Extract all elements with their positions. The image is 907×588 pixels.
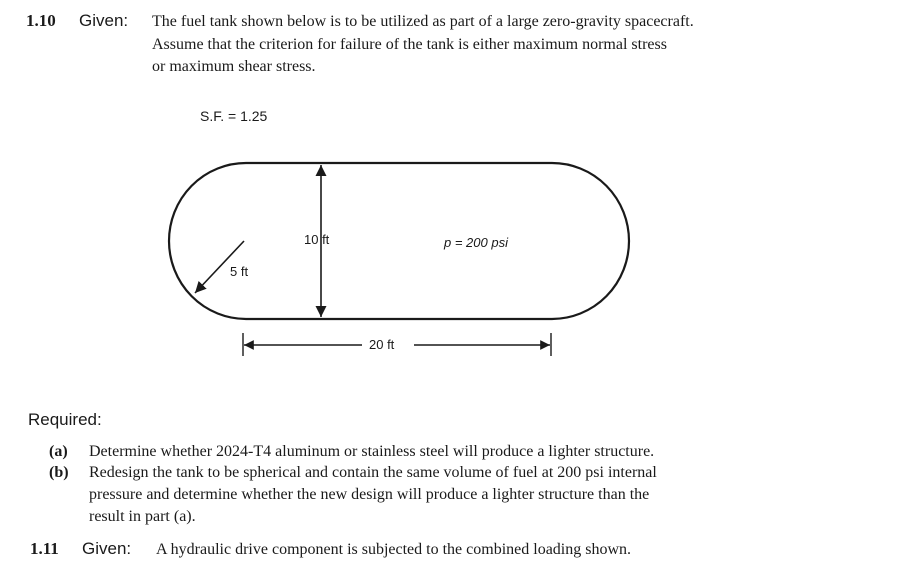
part-a-line-1: Determine whether 2024-T4 aluminum or stainless steel will produce a lighter structure. (89, 443, 655, 460)
given-line-3: or maximum shear stress. (152, 58, 316, 75)
given-line-1: The fuel tank shown below is to be utilized as part of a large zero-gravity spacecraft. (152, 13, 694, 30)
radius-label: 5 ft (230, 264, 249, 279)
part-b-line-3: result in part (a). (89, 508, 196, 525)
problem-1-11-text: A hydraulic drive component is subjected to the combined loading shown. (156, 541, 632, 558)
pressure-label: p = 200 psi (444, 235, 508, 250)
required-label: Required: (28, 410, 102, 429)
tank-outline (169, 163, 629, 319)
problem-number-1-10: 1.10 (26, 11, 56, 30)
height-label: 10 ft (304, 232, 330, 247)
given-label-1-11: Given: (82, 539, 132, 558)
length-label: 20 ft (369, 337, 395, 352)
given-line-2: Assume that the criterion for failure of the tank is either maximum normal stress (152, 36, 667, 53)
safety-factor: S.F. = 1.25 (200, 108, 268, 124)
part-b-line-2: pressure and determine whether the new design will produce a lighter structure than the (89, 486, 650, 503)
part-a-tag: (a) (49, 443, 68, 460)
problem-number-1-11: 1.11 (30, 539, 59, 558)
part-b-tag: (b) (49, 464, 69, 481)
part-b-line-1: Redesign the tank to be spherical and contain the same volume of fuel at 200 psi internal (89, 464, 657, 481)
given-label: Given: (79, 11, 129, 30)
